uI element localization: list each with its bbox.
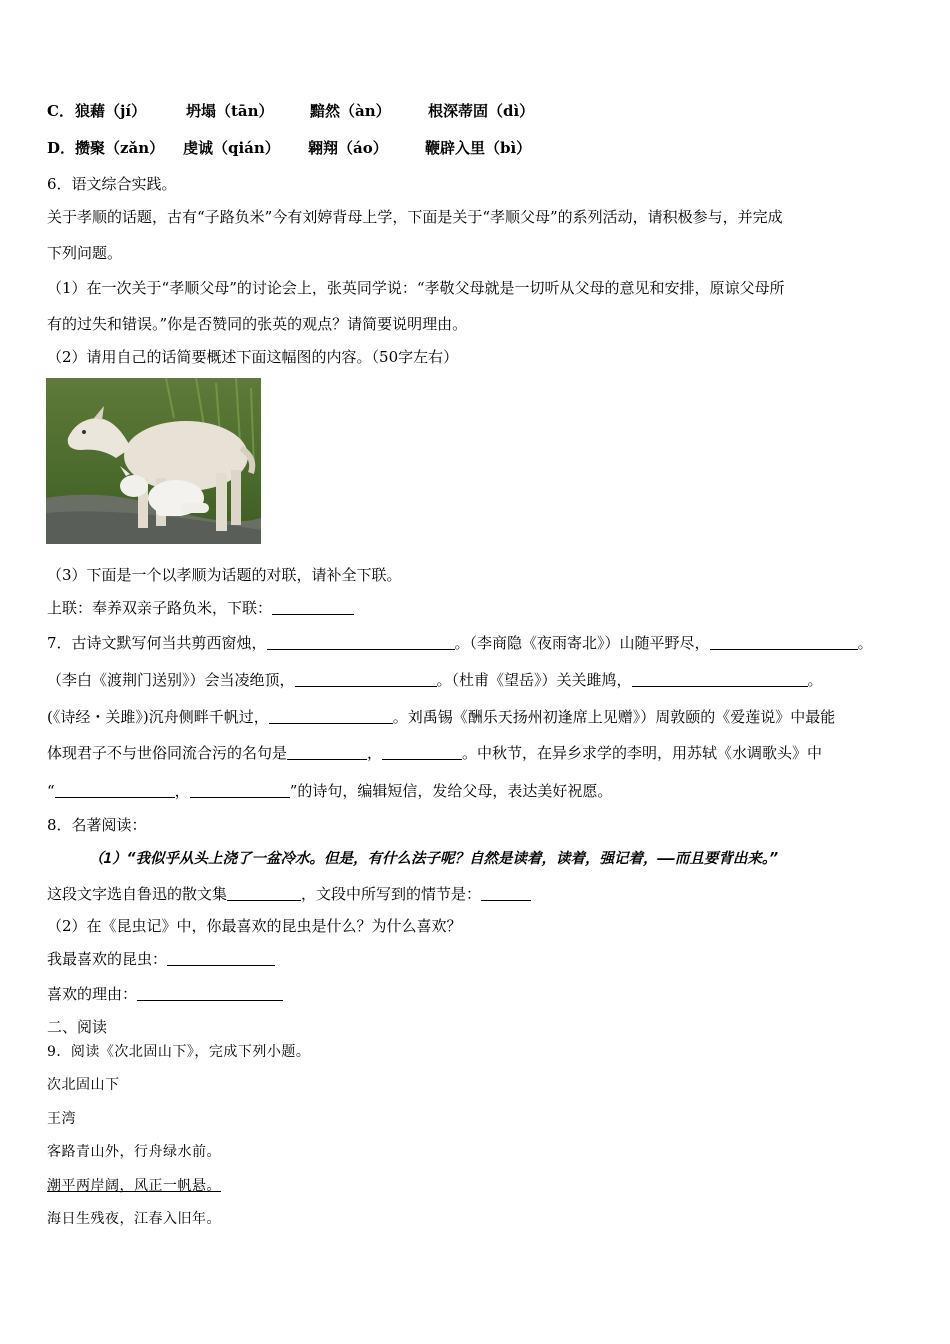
poem-line-2: 潮平两岸阔，风正一帆悬。 <box>47 1178 221 1194</box>
q7-line-1 <box>47 633 873 653</box>
option-c-letter: C． <box>47 102 74 120</box>
q8-insect-label: 我最喜欢的昆虫： <box>47 950 168 968</box>
couplet-answer-blank[interactable] <box>272 598 354 615</box>
q7-blank-8[interactable] <box>55 781 175 798</box>
poem-line-1: 客路青山外，行舟绿水前。 <box>47 1144 221 1160</box>
q7-line-1-text-b: 。（李商隐《夜雨寄北》）山随平野尽， <box>454 634 710 652</box>
q7-blank-7[interactable] <box>382 743 462 760</box>
option-c-item-3: 黯然（àn） <box>310 102 391 120</box>
q7-line-4-text-c: 。中秋节，在异乡求学的李明，用苏轼《水调歌头》中 <box>462 744 823 762</box>
q7-blank-9[interactable] <box>190 781 290 798</box>
q7-line-2-text-b: 。（杜甫《望岳》）关关雎鸠， <box>436 671 632 689</box>
q6-intro-line-2: 下列问题。 <box>47 244 123 262</box>
q7-line-1-text-c: 。 <box>857 634 873 652</box>
q7-line-4-text-b: ， <box>367 744 383 762</box>
q7-blank-6[interactable] <box>287 743 367 760</box>
option-c-item-1: 狼藉（jí） <box>75 102 147 120</box>
couplet-text: 上联：奉养双亲子路负米，下联： <box>47 599 273 617</box>
poem-line-3: 海日生残夜，江春入旧年。 <box>47 1211 221 1227</box>
option-d-letter: D． <box>47 139 76 157</box>
q7-line-3 <box>47 707 835 727</box>
q8-part1-text-b: ，文段中所写到的情节是： <box>301 885 482 903</box>
option-d-item-2: 虔诚（qián） <box>183 139 280 157</box>
q6-part2: （2）请用自己的话简要概述下面这幅图的内容。（50字左右） <box>47 348 459 366</box>
q7-line-5 <box>47 781 612 801</box>
q6-part3: （3）下面是一个以孝顺为话题的对联，请补全下联。 <box>47 566 402 584</box>
couplet-line <box>47 598 354 618</box>
q6-title: 6．语文综合实践。 <box>47 175 177 193</box>
q7-line-3-text-a: (《诗经・关雎》)沉舟侧畔千帆过， <box>47 708 269 726</box>
q7-blank-3[interactable] <box>295 670 437 687</box>
q6-part1-line-2: 有的过失和错误。”你是否赞同的张英的观点？请简要说明理由。 <box>47 315 468 333</box>
q7-line-5-text-c: ”的诗句，编辑短信，发给父母，表达美好祝愿。 <box>289 782 613 800</box>
q7-line-5-text-b: ， <box>174 782 190 800</box>
poem-author: 王湾 <box>47 1111 76 1127</box>
option-d-item-4: 鞭辟入里（bì） <box>425 139 532 157</box>
q7-line-5-text-a: “ <box>47 782 55 800</box>
q7-line-1-text-a: 7．古诗文默写何当共剪西窗烛， <box>47 634 267 652</box>
q8-part1-line-2 <box>47 884 531 904</box>
q7-line-4 <box>47 743 822 763</box>
q8-blank-collection[interactable] <box>227 884 301 901</box>
section-reading-title: 二、阅读 <box>47 1018 108 1036</box>
option-d-item-1: 攒聚（zǎn） <box>75 139 165 157</box>
q8-part1-quote: （1）“我似乎从头上浇了一盆冷水。但是，有什么法子呢？自然是读着，读着，强记着，——而且要背出来。” <box>89 851 778 867</box>
q8-reason-label: 喜欢的理由： <box>47 985 138 1003</box>
q8-insect-blank[interactable] <box>167 949 275 966</box>
q9-title: 9．阅读《次北固山下》，完成下列小题。 <box>47 1044 311 1060</box>
q7-line-2-text-a: （李白《渡荆门送别》）会当凌绝顶， <box>47 671 295 689</box>
q8-title: 8．名著阅读： <box>47 816 147 834</box>
q8-blank-plot[interactable] <box>481 884 531 901</box>
option-d-item-3: 翱翔（áo） <box>308 139 388 157</box>
q7-line-2-text-c: 。 <box>807 671 823 689</box>
q8-insect-line <box>47 949 275 969</box>
option-c-item-4: 根深蒂固（dì） <box>428 102 535 120</box>
option-c-item-2: 坍塌（tān） <box>186 102 274 120</box>
q7-line-3-text-b: 。刘禹锡《酬乐天扬州初逢席上见赠》）周敦颐的《爱莲说》中最能 <box>392 708 836 726</box>
q7-blank-2[interactable] <box>710 633 858 650</box>
q6-part1-line-1: （1）在一次关于“孝顺父母”的讨论会上，张英同学说：“孝敬父母就是一切听从父母的意见和安排，原谅父母所 <box>47 279 785 297</box>
q6-intro-line-1: 关于孝顺的话题，古有“子路负米”今有刘婷背母上学，下面是关于“孝顺父母”的系列活动，请积极参与，并完成 <box>47 208 783 226</box>
q8-reason-line <box>47 984 283 1004</box>
q7-blank-1[interactable] <box>267 633 455 650</box>
q7-blank-4[interactable] <box>632 670 808 687</box>
q7-line-4-text-a: 体现君子不与世俗同流合污的名句是 <box>47 744 288 762</box>
q7-blank-5[interactable] <box>269 707 393 724</box>
goat-nursing-photo <box>46 378 261 544</box>
poem-title: 次北固山下 <box>47 1077 120 1093</box>
q7-line-2 <box>47 670 823 690</box>
q8-part1-text-a: 这段文字选自鲁迅的散文集 <box>47 885 228 903</box>
q8-reason-blank[interactable] <box>137 984 283 1001</box>
q8-part2: （2）在《昆虫记》中，你最喜欢的昆虫是什么？为什么喜欢？ <box>47 917 462 935</box>
